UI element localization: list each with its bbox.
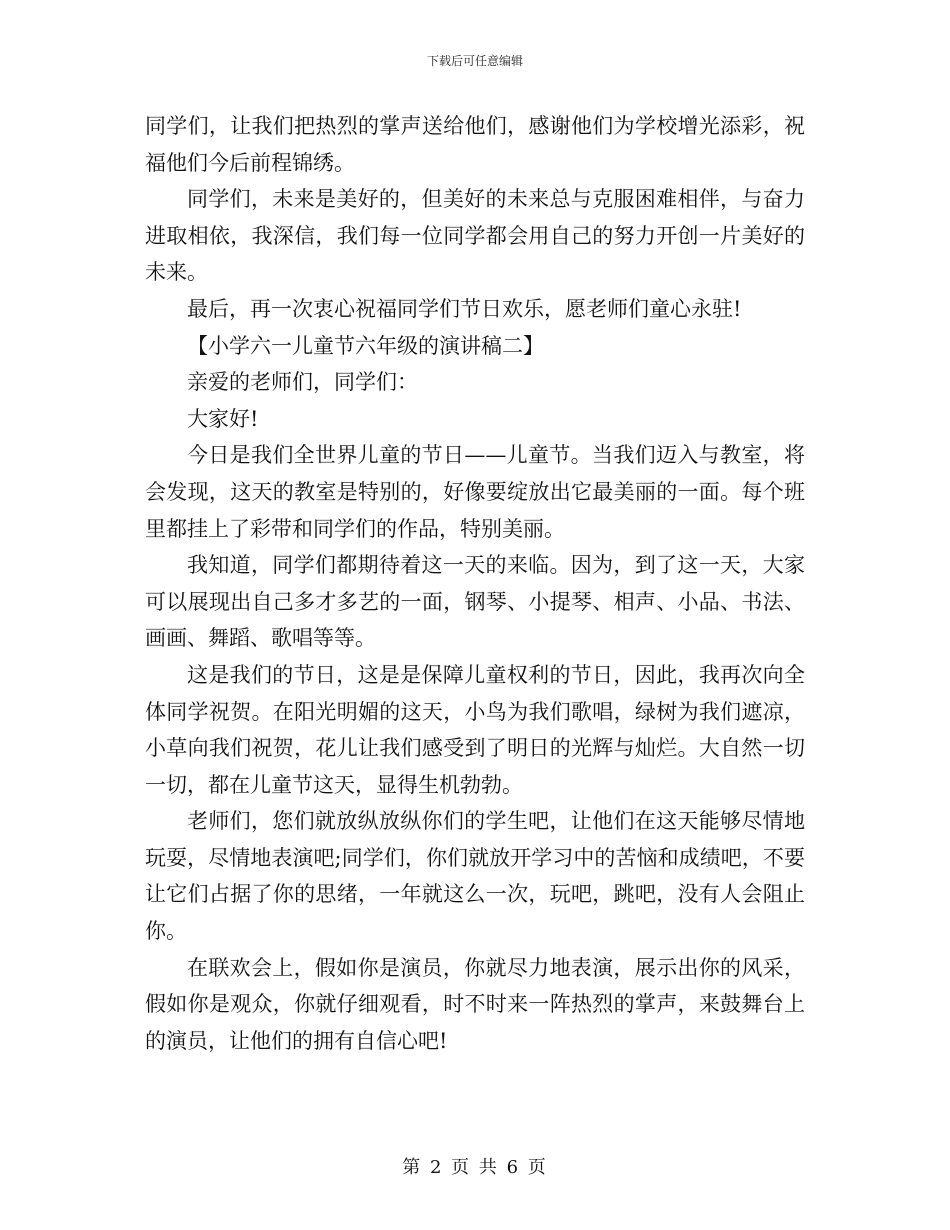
salutation: 亲爱的老师们，同学们： [187, 370, 418, 395]
document-body [145, 108, 805, 1059]
paragraph: 老师们，您们就放纵放纵你们的学生吧，让他们在这天能够尽情地玩耍，尽情地表演吧;同学们，你们就放开学习中的苦恼和成绩吧，不要让它们占据了你的思绪，一年就这么一次，玩吧，跳吧，没有人会阻止你。 [145, 809, 805, 944]
paragraph: 最后，再一次衷心祝福同学们节日欢乐，愿老师们童心永驻! [187, 296, 742, 321]
page-number: 第 2 页 共 6 页 [402, 1157, 548, 1178]
paragraph-continuation: 同学们，让我们把热烈的掌声送给他们，感谢他们为学校增光添彩，祝福他们今后前程锦绣。 [145, 114, 805, 175]
paragraph: 今日是我们全世界儿童的节日——儿童节。当我们迈入与教室，将会发现，这天的教室是特别的，好像要绽放出它最美丽的一面。每个班里都挂上了彩带和同学们的作品，特别美丽。 [145, 443, 805, 541]
paragraph: 这是我们的节日，这是是保障儿童权利的节日，因此，我再次向全体同学祝贺。在阳光明媚的这天，小鸟为我们歌唱，绿树为我们遮凉，小草向我们祝贺，花儿让我们感受到了明日的光辉与灿烂。大自然一切一切，都在儿童节这天，显得生机勃勃。 [145, 662, 805, 797]
header-note: 下载后可任意编辑 [426, 54, 523, 68]
section-heading: 【小学六一儿童节六年级的演讲稿二】 [187, 333, 544, 358]
paragraph: 同学们，未来是美好的，但美好的未来总与克服困难相伴，与奋力进取相依，我深信，我们每一位同学都会用自己的努力开创一片美好的未来。 [145, 187, 805, 285]
paragraph: 我知道，同学们都期待着这一天的来临。因为，到了这一天，大家可以展现出自己多才多艺的一面，钢琴、小提琴、相声、小品、书法、画画、舞蹈、歌唱等等。 [145, 553, 805, 651]
paragraph: 在联欢会上，假如你是演员，你就尽力地表演，展示出你的风采，假如你是观众，你就仔细观看，时不时来一阵热烈的掌声，来鼓舞台上的演员，让他们的拥有自信心吧! [145, 955, 805, 1053]
greeting: 大家好! [187, 406, 259, 431]
